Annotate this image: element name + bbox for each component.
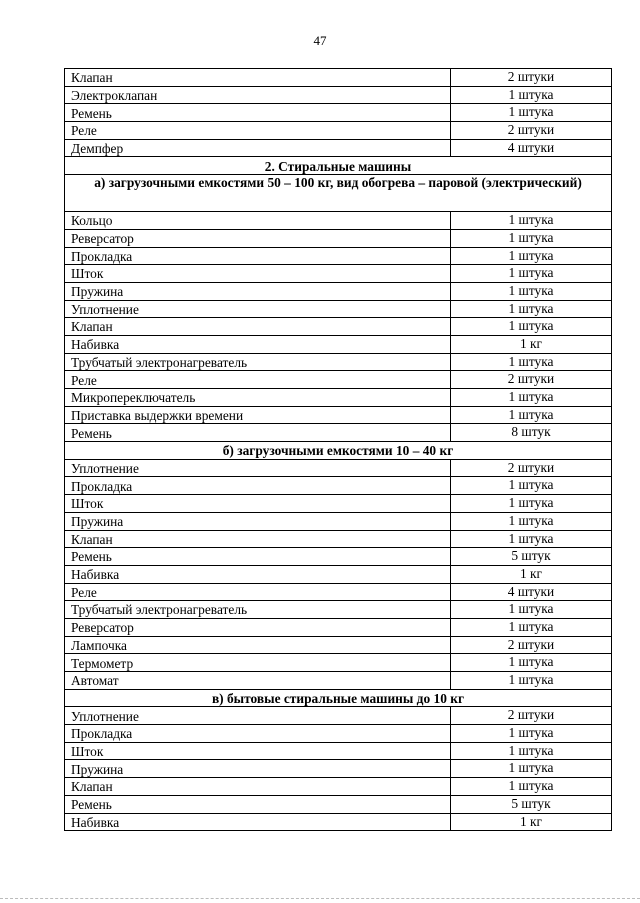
table-row: [65, 548, 612, 566]
table-row: [65, 318, 612, 336]
part-name-cell: Демпфер: [65, 139, 451, 157]
quantity-cell: 4 штуки: [451, 139, 612, 157]
table-row: [65, 86, 612, 104]
part-name-cell: Кольцо: [65, 212, 451, 230]
quantity-cell: 1 штука: [451, 477, 612, 495]
part-name-cell: Микропереключатель: [65, 389, 451, 407]
quantity-cell: 1 кг: [451, 813, 612, 831]
quantity-cell: 1 штука: [451, 406, 612, 424]
section-heading: 2. Стиральные машины: [65, 157, 612, 175]
quantity-cell: 1 штука: [451, 300, 612, 318]
table-row: [65, 247, 612, 265]
table-row: [65, 477, 612, 495]
quantity-cell: 1 штука: [451, 212, 612, 230]
table-row: [65, 212, 612, 230]
part-name-cell: Трубчатый электронагреватель: [65, 601, 451, 619]
part-name-cell: Клапан: [65, 69, 451, 87]
part-name-cell: Ремень: [65, 548, 451, 566]
quantity-cell: 1 штука: [451, 247, 612, 265]
quantity-cell: 1 штука: [451, 104, 612, 122]
section-heading-row: [65, 175, 612, 212]
table-row: [65, 512, 612, 530]
table-row: [65, 424, 612, 442]
part-name-cell: Шток: [65, 742, 451, 760]
part-name-cell: Реверсатор: [65, 618, 451, 636]
table-row: [65, 300, 612, 318]
table-row: [65, 725, 612, 743]
part-name-cell: Клапан: [65, 530, 451, 548]
quantity-cell: 2 штуки: [451, 69, 612, 87]
part-name-cell: Прокладка: [65, 477, 451, 495]
table-row: [65, 282, 612, 300]
part-name-cell: Реле: [65, 371, 451, 389]
parts-table: [64, 68, 612, 831]
quantity-cell: 1 штука: [451, 760, 612, 778]
part-name-cell: Лампочка: [65, 636, 451, 654]
table-row: [65, 371, 612, 389]
quantity-cell: 1 штука: [451, 672, 612, 690]
quantity-cell: 1 штука: [451, 725, 612, 743]
quantity-cell: 1 штука: [451, 742, 612, 760]
table-row: [65, 583, 612, 601]
part-name-cell: Шток: [65, 265, 451, 283]
quantity-cell: 1 штука: [451, 318, 612, 336]
quantity-cell: 1 штука: [451, 265, 612, 283]
table-row: [65, 530, 612, 548]
part-name-cell: Шток: [65, 495, 451, 513]
section-heading-row: [65, 157, 612, 175]
part-name-cell: Ремень: [65, 104, 451, 122]
table-row: [65, 795, 612, 813]
quantity-cell: 1 штука: [451, 282, 612, 300]
scan-edge-divider: [0, 898, 640, 903]
part-name-cell: Ремень: [65, 795, 451, 813]
part-name-cell: Уплотнение: [65, 459, 451, 477]
table-row: [65, 636, 612, 654]
quantity-cell: 1 штука: [451, 512, 612, 530]
section-heading-row: [65, 442, 612, 460]
part-name-cell: Пружина: [65, 760, 451, 778]
quantity-cell: 1 штука: [451, 654, 612, 672]
part-name-cell: Пружина: [65, 282, 451, 300]
part-name-cell: Трубчатый электронагреватель: [65, 353, 451, 371]
part-name-cell: Клапан: [65, 778, 451, 796]
part-name-cell: Набивка: [65, 565, 451, 583]
part-name-cell: Прокладка: [65, 725, 451, 743]
table-row: [65, 389, 612, 407]
table-row: [65, 139, 612, 157]
quantity-cell: 1 штука: [451, 86, 612, 104]
table-row: [65, 406, 612, 424]
part-name-cell: Ремень: [65, 424, 451, 442]
table-row: [65, 760, 612, 778]
part-name-cell: Набивка: [65, 335, 451, 353]
quantity-cell: 1 штука: [451, 618, 612, 636]
parts-table-body: [65, 69, 612, 831]
table-row: [65, 707, 612, 725]
quantity-cell: 1 штука: [451, 778, 612, 796]
table-row: [65, 495, 612, 513]
part-name-cell: Реле: [65, 583, 451, 601]
quantity-cell: 1 штука: [451, 530, 612, 548]
table-row: [65, 104, 612, 122]
section-heading: в) бытовые стиральные машины до 10 кг: [65, 689, 612, 707]
quantity-cell: 1 штука: [451, 495, 612, 513]
part-name-cell: Прокладка: [65, 247, 451, 265]
quantity-cell: 5 штук: [451, 548, 612, 566]
part-name-cell: Термометр: [65, 654, 451, 672]
part-name-cell: Реверсатор: [65, 229, 451, 247]
part-name-cell: Приставка выдержки времени: [65, 406, 451, 424]
part-name-cell: Уплотнение: [65, 300, 451, 318]
part-name-cell: Набивка: [65, 813, 451, 831]
part-name-cell: Клапан: [65, 318, 451, 336]
table-row: [65, 459, 612, 477]
quantity-cell: 8 штук: [451, 424, 612, 442]
table-row: [65, 122, 612, 140]
table-row: [65, 265, 612, 283]
table-row: [65, 69, 612, 87]
part-name-cell: Реле: [65, 122, 451, 140]
quantity-cell: 2 штуки: [451, 122, 612, 140]
quantity-cell: 1 штука: [451, 389, 612, 407]
quantity-cell: 4 штуки: [451, 583, 612, 601]
table-row: [65, 742, 612, 760]
quantity-cell: 1 штука: [451, 353, 612, 371]
table-row: [65, 778, 612, 796]
table-row: [65, 618, 612, 636]
quantity-cell: 1 кг: [451, 335, 612, 353]
table-row: [65, 353, 612, 371]
quantity-cell: 2 штуки: [451, 707, 612, 725]
section-heading: а) загрузочными емкостями 50 – 100 кг, вид обогрева – паровой (электрический): [65, 175, 612, 212]
part-name-cell: Уплотнение: [65, 707, 451, 725]
table-row: [65, 672, 612, 690]
page-number: 47: [313, 33, 327, 48]
part-name-cell: Электроклапан: [65, 86, 451, 104]
table-row: [65, 565, 612, 583]
quantity-cell: 2 штуки: [451, 459, 612, 477]
table-row: [65, 601, 612, 619]
section-heading: б) загрузочными емкостями 10 – 40 кг: [65, 442, 612, 460]
quantity-cell: 1 кг: [451, 565, 612, 583]
table-row: [65, 813, 612, 831]
part-name-cell: Автомат: [65, 672, 451, 690]
part-name-cell: Пружина: [65, 512, 451, 530]
table-row: [65, 654, 612, 672]
table-row: [65, 229, 612, 247]
quantity-cell: 2 штуки: [451, 636, 612, 654]
section-heading-row: [65, 689, 612, 707]
table-row: [65, 335, 612, 353]
quantity-cell: 2 штуки: [451, 371, 612, 389]
quantity-cell: 1 штука: [451, 601, 612, 619]
quantity-cell: 5 штук: [451, 795, 612, 813]
quantity-cell: 1 штука: [451, 229, 612, 247]
